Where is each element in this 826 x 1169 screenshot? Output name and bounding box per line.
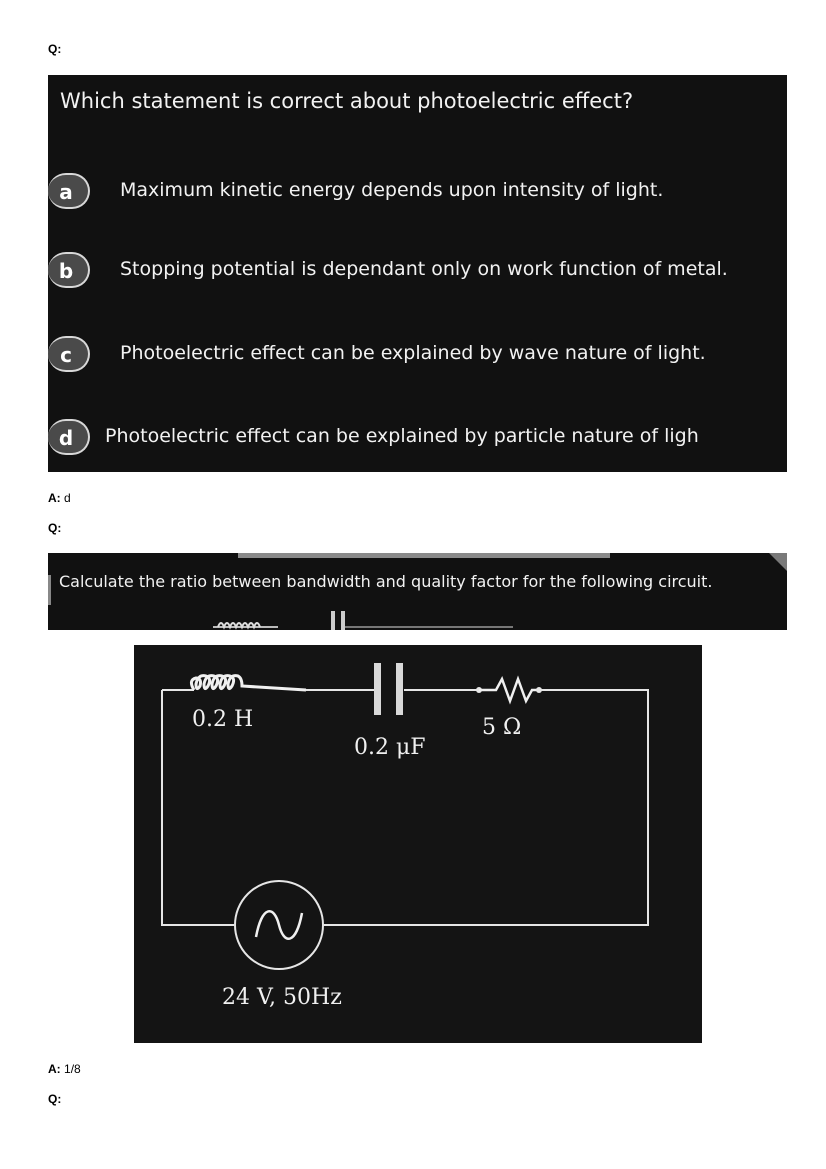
question-image-circuit-text xyxy=(48,553,787,630)
source-label: 24 V, 50Hz xyxy=(222,985,342,1010)
option-b-letter: b xyxy=(48,252,90,288)
inductor-symbol xyxy=(191,676,306,690)
option-c-letter: c xyxy=(48,336,90,372)
question-label: Q: xyxy=(48,42,62,56)
option-c xyxy=(48,336,808,372)
resistor-symbol xyxy=(479,679,539,701)
capacitor-label: 0.2 μF xyxy=(354,735,426,760)
option-b-text: Stopping potential is dependant only on work function of metal. xyxy=(120,258,728,280)
option-c-text: Photoelectric effect can be explained by wave nature of light. xyxy=(120,342,706,364)
capacitor-plate-right xyxy=(396,663,403,715)
circuit-schematic xyxy=(134,645,702,1043)
answer-label: A: xyxy=(48,491,61,505)
answer-row xyxy=(48,1062,81,1076)
option-d-letter: d xyxy=(48,419,90,455)
option-a xyxy=(48,173,808,209)
answer-label: A: xyxy=(48,1062,61,1076)
question-text: Calculate the ratio between bandwidth and quality factor for the following circuit. xyxy=(59,572,713,591)
option-a-letter: a xyxy=(48,173,90,209)
option-d xyxy=(48,419,808,455)
option-a-text: Maximum kinetic energy depends upon intensity of light. xyxy=(120,179,664,201)
option-d-text: Photoelectric effect can be explained by particle nature of ligh xyxy=(105,425,699,447)
answer-row xyxy=(48,491,71,505)
answer-value: d xyxy=(64,491,71,505)
resistor-label: 5 Ω xyxy=(482,715,522,740)
option-b xyxy=(48,252,808,288)
inductor-label: 0.2 H xyxy=(192,707,254,732)
question-text: Which statement is correct about photoelectric effect? xyxy=(60,89,634,113)
capacitor-plate-left xyxy=(374,663,381,715)
circuit-preview-crop xyxy=(48,553,787,630)
question-label: Q: xyxy=(48,521,62,535)
answer-value: 1/8 xyxy=(64,1062,81,1076)
circuit-diagram xyxy=(134,645,702,1043)
question-label: Q: xyxy=(48,1092,62,1106)
question-image-photoelectric xyxy=(48,75,787,472)
